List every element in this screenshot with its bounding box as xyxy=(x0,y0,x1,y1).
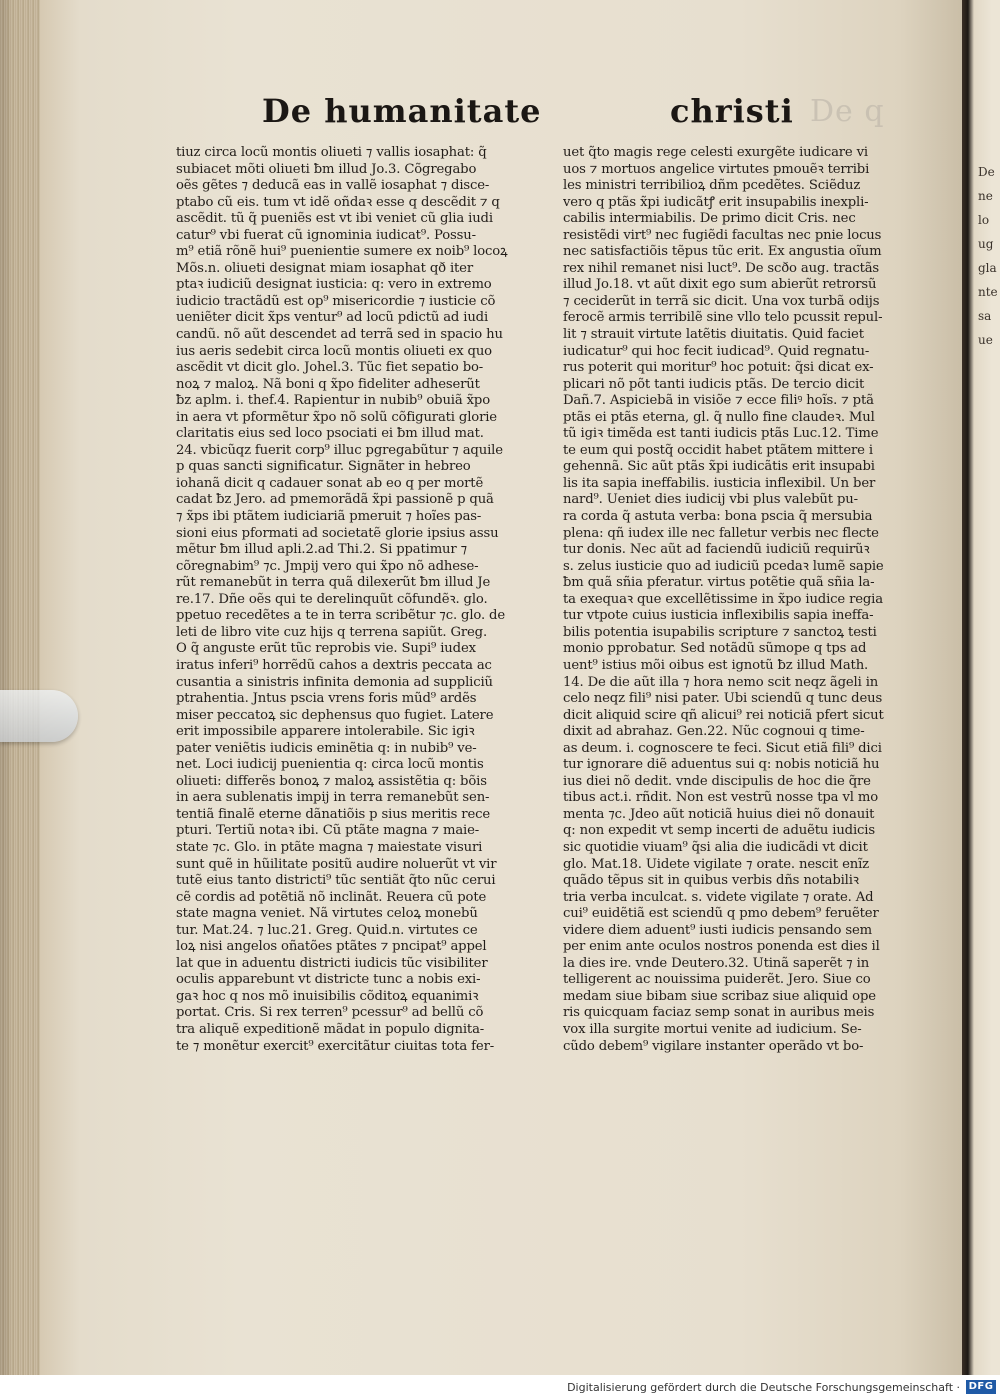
text-line: p quas sancti significatur. Signãter in hebreo xyxy=(176,459,471,475)
footer-bar xyxy=(0,1375,1000,1400)
text-line: ƀz aplm. i. thef.4. Rapientur in nubib⁹ obuiã x̃po xyxy=(176,393,490,409)
text-line: videre diem aduent⁹ iusti iudicis pensando sem xyxy=(563,922,872,938)
text-line: lat que in aduentu districti iudicis tũc visibiliter xyxy=(176,955,488,971)
text-line: tutẽ eius tanto districti⁹ tũc sentiãt q̃to nũc cerui xyxy=(176,873,496,889)
text-line: vero q ptãs x̃pi iudicãtꝭ erit insupabilis inexpli- xyxy=(563,194,869,210)
text-line: menta ⁊c. Jdeo aũt noticiã huius diei nõ donauit xyxy=(563,806,875,822)
text-line: tiuz circa locũ montis oliueti ⁊ vallis iosaphat: q̃ xyxy=(176,145,487,160)
text-line: catur⁹ vbi fuerat cũ ignominia iudicat⁹. Possu- xyxy=(176,227,476,243)
text-line: tur. Mat.24. ⁊ luc.21. Greg. Quid.n. virtutes ce xyxy=(176,922,478,938)
text-line: sioni eius pformati ad societatẽ glorie ipsius assu xyxy=(176,525,499,541)
text-line: cui⁹ euidẽtiã est sciendũ q pmo debem⁹ feruẽter xyxy=(563,906,879,922)
text-line: oẽs gẽtes ⁊ deducã eas in vallẽ iosaphat ⁊ disce- xyxy=(176,178,490,194)
text-line: uet q̃to magis rege celesti exurgẽte iudicare vi xyxy=(563,145,869,160)
margin-fragment: ue xyxy=(978,333,993,347)
text-line: lis ita sapia ineffabilis. iusticia inflexibil. Un ber xyxy=(563,475,876,491)
text-line: cadat ƀz Jero. ad pmemorãdã x̃pi passionẽ p quã xyxy=(176,492,494,508)
text-line: ius aeris sedebit circa locũ montis oliueti ex quo xyxy=(176,343,492,359)
text-line: dicit aliquid scire qñ alicui⁹ rei noticiã pfert sicut xyxy=(563,707,884,723)
text-line: oculis apparebunt vt districte tunc a nobis exi- xyxy=(176,972,481,988)
running-head-right: christi xyxy=(670,92,794,130)
margin-fragment: lo xyxy=(978,213,990,227)
text-line: iratus inferi⁹ horrẽdũ cahos a dextris peccata ac xyxy=(176,657,492,673)
text-line: state ⁊c. Glo. in ptãte magna ⁊ maiestate visuri xyxy=(176,839,483,855)
text-line: oliueti: differẽs bonoꝝ ⁊ maloꝝ assistẽtia q: bõis xyxy=(176,773,487,789)
text-line: lit ⁊ strauit virtute latẽtis diuitatis. Quid faciet xyxy=(563,327,864,343)
running-head xyxy=(262,92,902,142)
text-line: re.17. Dñe oẽs qui te derelinquũt cõfundẽꝛ. glo. xyxy=(176,591,488,607)
text-line: illud Jo.18. vt aũt dixit ego sum abierũt retrorsũ xyxy=(563,277,877,293)
text-line: monio pprobatur. Sed notãdũ sũmope q tps ad xyxy=(563,641,867,657)
margin-fragment: De xyxy=(978,165,995,179)
text-line: glo. Mat.18. Uidete vigilate ⁊ orate. nescit enĩz xyxy=(563,856,869,872)
text-line: plena: qñ iudex ille nec falletur verbis nec flecte xyxy=(563,525,879,541)
margin-fragment: ne xyxy=(978,189,993,203)
text-line: cũdo debem⁹ vigilare instanter operãdo vt bo- xyxy=(563,1038,864,1054)
text-line: la dies ire. vnde Deutero.32. Utinã saperẽt ⁊ in xyxy=(563,955,870,971)
text-line: ppetuo recedẽtes a te in terra scribẽtur ⁊c. glo. de xyxy=(176,608,505,624)
text-line: tur vtpote cuius iusticia inflexibilis sapia ineffa- xyxy=(563,608,874,624)
text-line: net. Loci iudicij puenientia q: circa locũ montis xyxy=(176,757,484,773)
text-line: te ⁊ monẽtur exercit⁹ exercitãtur ciuitas tota fer- xyxy=(176,1038,495,1054)
text-line: m⁹ etiã rõnẽ hui⁹ puenientie sumere ex noib⁹ locoꝝ xyxy=(176,244,508,260)
margin-fragment: nte xyxy=(978,285,998,299)
text-line: ascẽdit. tũ q̃ pueniẽs est vt ibi veniet cũ glia iudi xyxy=(176,211,493,227)
text-line: loꝝ nisi angelos oñatões ptãtes ⁊ pncipat⁹ appel xyxy=(176,939,487,955)
text-line: tũ igiꝛ timẽda est tanti iudicis ptãs Luc.12. Time xyxy=(563,426,879,442)
text-column-left xyxy=(176,145,551,1055)
text-line: as deum. i. cognoscere te feci. Sicut etiã fili⁹ dici xyxy=(563,740,882,756)
text-line: sic quotidie viuam⁹ q̃si alia die iudicãdi vt dicit xyxy=(563,839,868,855)
text-line: mẽtur ƀm illud apli.2.ad Thi.2. Si ppatimur ⁊ xyxy=(176,542,468,558)
funding-credit: Digitalisierung gefördert durch die Deutsche Forschungsgemeinschaft · xyxy=(567,1381,960,1394)
running-head-left: De humanitate xyxy=(262,92,542,130)
text-line: 14. De die aũt illa ⁊ hora nemo scit neqz ãgeli in xyxy=(563,674,879,690)
text-line: rũt remanebũt in terra quã dilexerũt ƀm illud Je xyxy=(176,575,491,591)
text-line: ⁊ ceciderũt in terrã sic dicit. Una vox turbã odijs xyxy=(563,293,880,309)
margin-fragment: gla xyxy=(978,261,997,275)
text-line: per enim ante oculos nostros ponenda est dies il xyxy=(563,939,880,955)
text-line: plicari nõ põt tanti iudicis ptãs. De tercio dicit xyxy=(563,376,865,392)
text-line: tibus act.i. rñdit. Non est vestrũ nosse tpa vl mo xyxy=(563,790,878,806)
text-line: gehennã. Sic aũt ptãs x̃pi iudicãtis erit insupabi xyxy=(563,459,875,475)
text-line: tur donis. Nec aũt ad faciendũ iudiciũ requirũꝛ xyxy=(563,542,870,558)
text-line: pturi. Tertiũ notaꝛ ibi. Cũ ptãte magna ⁊ maie- xyxy=(176,823,480,839)
text-line: rus poterit qui moritur⁹ hoc potuit: q̃si dicat ex- xyxy=(563,360,874,376)
text-line: telligerent ac nouissima puiderẽt. Jero. Siue co xyxy=(563,972,871,988)
text-line: gaꝛ hoc q nos mõ inuisibilis cõditoꝝ equanimiꝛ xyxy=(176,988,479,1004)
page-clip xyxy=(0,690,78,742)
text-line: medam siue bibam siue scribaz siue aliquid ope xyxy=(563,988,876,1004)
text-line: ra corda q̃ astuta verba: bona pscia q̃ mersubia xyxy=(563,509,873,525)
text-line: bilis potentia isupabilis scripture ⁊ sanctoꝝ testi xyxy=(563,624,877,640)
text-line: ascẽdit vt dicit glo. Johel.3. Tũc fiet sepatio bo- xyxy=(176,360,484,376)
text-line: uent⁹ istius mõi oibus est ignotũ ƀz illud Math. xyxy=(563,657,869,673)
text-line: s. zelus iusticie quo ad iudiciũ pcedaꝛ lumẽ sapie xyxy=(563,558,884,574)
text-line: cusantia a sinistris infinita demonia ad suppliciũ xyxy=(176,674,493,690)
text-line: ptrahentia. Jntus pscia vrens foris mũd⁹ ardẽs xyxy=(176,691,477,707)
text-line: in aera vt pformẽtur x̃po nõ solũ cõfigurati glorie xyxy=(176,409,497,425)
text-line: resistẽdi virt⁹ nec fugiẽdi facultas nec pnie locus xyxy=(563,227,882,243)
text-line: noꝝ ⁊ maloꝝ. Nã boni q x̃po fideliter adheserũt xyxy=(176,376,480,392)
text-line: nec satisfactiõis tẽpus tũc erit. Ex angustia oĩum xyxy=(563,244,882,260)
text-line: cõregnabim⁹ ⁊c. Jmpij vero qui x̃po nõ adhese- xyxy=(176,558,479,574)
text-line: erit impossibile apparere intolerabile. Sic igiꝛ xyxy=(176,724,475,740)
text-line: q: non expedit vt semp incerti de aduẽtu iudicis xyxy=(563,823,875,839)
text-line: rex nihil remanet nisi luct⁹. De scðo aug. tractãs xyxy=(563,260,880,276)
text-line: pater veniẽtis iudicis eminẽtia q: in nubib⁹ ve- xyxy=(176,740,477,756)
text-line: ueniẽter dicit x̃ps ventur⁹ ad locũ pdictũ ad iudi xyxy=(176,310,489,326)
text-line: tra aliquẽ expeditionẽ mãdat in populo dignita- xyxy=(176,1021,485,1037)
margin-fragment: ug xyxy=(978,237,994,251)
text-line: te eum qui postq̃ occidit habet ptãtem mittere i xyxy=(563,442,873,458)
text-line: portat. Cris. Si rex terren⁹ pcessur⁹ ad bellũ cõ xyxy=(176,1005,484,1021)
text-line: iohanã dicit q cadauer sonat ab eo q per mortẽ xyxy=(176,475,484,491)
text-line: tur ignorare diẽ aduentus sui q: nobis noticiã hu xyxy=(563,757,880,773)
text-line: cabilis intermiabilis. De primo dicit Cris. nec xyxy=(563,211,856,227)
text-line: ptabo cũ eis. tum vt idẽ oñdaꝛ esse q descẽdit ⁊ q xyxy=(176,194,500,210)
text-line: tria verba inculcat. s. videte vigilate ⁊ orate. Ad xyxy=(563,889,874,905)
text-line: ris quicquam faciaz semp sonat in auribus meis xyxy=(563,1005,875,1021)
text-line: ƀm quã sñia pferatur. virtus potẽtie quã sñia la- xyxy=(563,575,875,591)
facing-page-margin-text xyxy=(978,160,1000,352)
text-line: candũ. nõ aũt descendet ad terrã sed in spacio hu xyxy=(176,327,503,343)
text-line: 24. vbicũqz fuerit corp⁹ illuc pgregabũtur ⁊ aquile xyxy=(176,442,503,458)
text-line: leti de libro vite cuz hijs q terrena sapiũt. Greg. xyxy=(176,624,488,640)
text-line: state magna veniet. Nã virtutes celoꝝ monebũ xyxy=(176,906,478,922)
text-line: ferocẽ armis terribilẽ sine vllo telo pcussit repul- xyxy=(563,310,883,326)
text-line: cẽ cordis ad potẽtiã nõ inclinãt. Reuera cũ pote xyxy=(176,889,487,905)
text-line: Mõs.n. oliueti designat miam iosaphat qð iter xyxy=(176,260,473,276)
text-column-right xyxy=(563,145,938,1055)
text-line: dixit ad abrahaz. Gen.22. Nũc cognoui q time- xyxy=(563,724,865,740)
text-line: iudicio tractãdũ est op⁹ misericordie ⁊ iusticie cõ xyxy=(176,293,496,309)
margin-fragment: sa xyxy=(978,309,992,323)
dfg-logo: DFG xyxy=(966,1380,996,1394)
text-line: ius diei nõ dedit. vnde discipulis de hoc die q̃re xyxy=(563,773,871,789)
text-line: tentiã finalẽ eterne dãnatiõis p sius meritis rece xyxy=(176,806,491,822)
text-line: vox illa surgite mortui venite ad iudicium. Se- xyxy=(563,1021,862,1037)
text-line: miser peccatoꝝ sic dephensus quo fugiet. Latere xyxy=(176,707,494,723)
text-line: celo neqz fili⁹ nisi pater. Ubi sciendũ q tunc deus xyxy=(563,691,883,707)
text-line: uos ⁊ mortuos angelice virtutes pmouẽꝛ terribi xyxy=(563,161,870,177)
text-line: les ministri terribilioꝝ dñm pcedẽtes. Sciẽduz xyxy=(563,178,861,194)
text-line: sunt quẽ in hũilitate positũ audire noluerũt vt vir xyxy=(176,856,497,872)
text-line: ptaꝛ iudiciũ designat iusticia: q: vero in extremo xyxy=(176,277,492,293)
text-line: iudicatur⁹ qui hoc fecit iudicad⁹. Quid regnatu- xyxy=(563,343,870,359)
text-line: claritatis eius sed loco psociati ei ƀm illud mat. xyxy=(176,426,484,442)
text-line: Dañ.7. Aspiciebã in visiõe ⁊ ecce filiꝰ hoĩs. ⁊ ptã xyxy=(563,393,874,409)
text-line: ⁊ x̃ps ibi ptãtem iudiciariã pmeruit ⁊ hoĩes pas- xyxy=(176,509,482,525)
text-line: quãdo tẽpus sit in quibus verbis dñs notabiliꝛ xyxy=(563,873,859,889)
text-line: nard⁹. Ueniet dies iudicij vbi plus valebũt pu- xyxy=(563,492,858,508)
text-line: O q̃ anguste erũt tũc reprobis vie. Supi⁹ iudex xyxy=(176,641,476,657)
text-line: in aera sublenatis impij in terra remanebũt sen- xyxy=(176,790,490,806)
running-head-bleedthrough: De q xyxy=(810,94,885,129)
text-line: ptãs ei ptãs eterna, gl. q̃ nullo fine claudeꝛ. Mul xyxy=(563,409,875,425)
text-line: subiacet mõti oliueti ƀm illud Jo.3. Cõgregabo xyxy=(176,161,477,177)
text-line: ta exequaꝛ que excellẽtissime in x̃po iudice regia xyxy=(563,591,883,607)
